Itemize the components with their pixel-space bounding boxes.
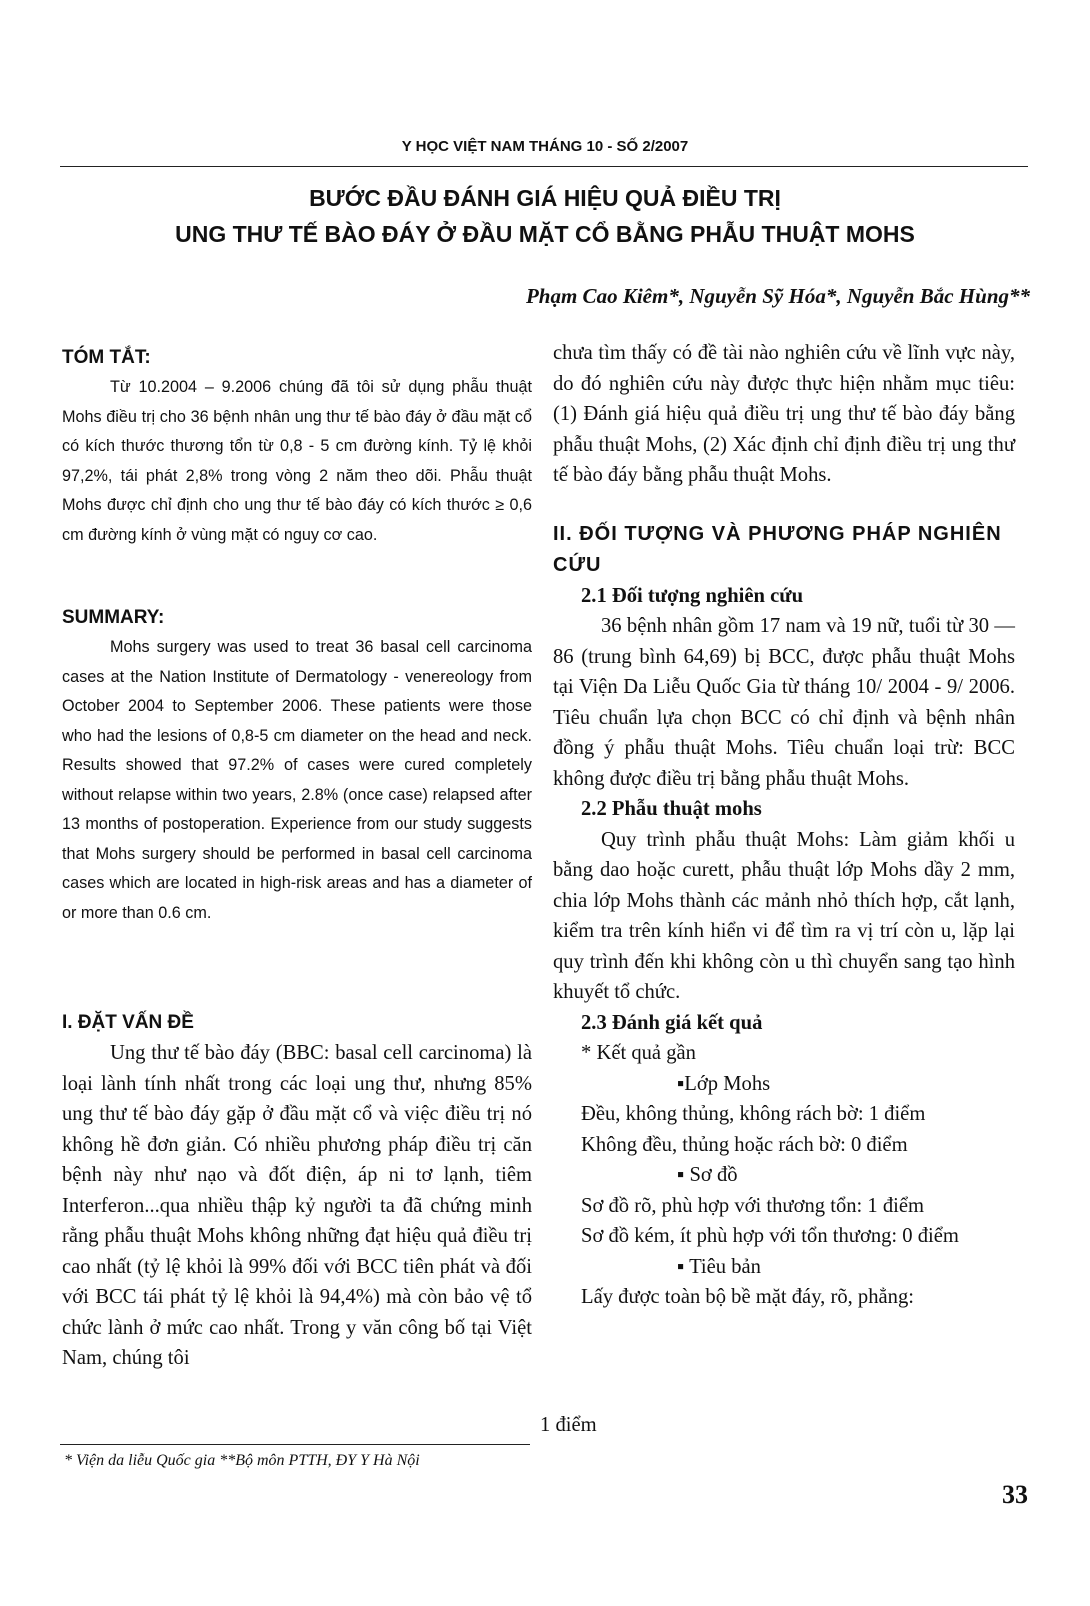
tom-tat-text: Từ 10.2004 – 9.2006 chúng đã tôi sử dụng phẫu thuật Mohs điều trị cho 36 bệnh nhân ung thư tế bào đáy ở đầu mặt cổ có kích thước thương tổn từ 0,8 - 5 cm đường kính. Tỷ lệ khỏi 97,2%, tái phát 2,8% trong vòng 2 năm theo dõi. Phẫu thuật Mohs được chỉ định cho ung thư tế bào đáy có kích thước ≥ 0,6 cm đường kính ở vùng mặt có nguy cơ cao. <box>62 378 532 544</box>
summary-section <box>62 605 532 928</box>
subsection-2-2-heading: 2.2 Phẫu thuật mohs <box>581 798 762 820</box>
footnote: * Viện da liễu Quốc gia **Bộ môn PTTH, ĐY Y Hà Nội <box>64 1452 420 1469</box>
summary-text: Mohs surgery was used to treat 36 basal cell carcinoma cases at the Nation Institute of Dermatology - venereology from October 2004 to September 2006. These patients were those who had the lesions of 0,8-5 cm diameter on the head and neck. Results showed that 97.2% of cases were cured completely without relapse within two years, 2.8% (once case) relapsed after 13 months of postoperation. Experience from our study suggests that Mohs surgery should be performed in basal cell carcinoma cases which are located in high-risk areas and has a diameter of or more than 0.6 cm. <box>62 638 532 922</box>
authors: Phạm Cao Kiêm*, Nguyễn Sỹ Hóa*, Nguyễn Bắc Hùng** <box>525 284 1030 308</box>
footnote-rule <box>60 1444 530 1445</box>
section-1-text: Ung thư tế bào đáy (BBC: basal cell carcinoma) là loại lành tính nhất trong các loại ung thư, nhưng 85% ung thư tế bào đáy gặp ở đầu mặt cổ và việc điều trị nó không hề đơn giản. Có nhiều phương pháp điều trị căn bệnh này như nạo và đốt điện, áp ni tơ lạnh, tiêm Interferon...qua nhiều thập kỷ người ta đã chứng minh rằng phẫu thuật Mohs không những đạt hiệu quả điều trị cao nhất (tỷ lệ khỏi là 99% đối với BCC tiên phát và đối với BCC tái phát tỷ lệ khỏi là 94,4%) mà còn bảo vệ tổ chức lành ở mức cao nhất. Trong y văn công bố tại Việt Nam, chúng tôi <box>62 1042 532 1369</box>
subsection-2-2-text: Quy trình phẫu thuật Mohs: Làm giảm khối u bằng dao hoặc curett, phẫu thuật lớp Mohs dầy 2 mm, chia lớp Mohs thành các mảnh nhỏ thích hợp, cắt lạnh, kiểm tra trên kính hiển vi để tìm ra vị trí còn u, lặp lại quy trình đến khi không còn u thì chuyển sang tạo hình khuyết tổ chức. <box>553 828 1015 1003</box>
bullet-mohs-layer: ▪Lớp Mohs <box>677 1072 771 1095</box>
tom-tat-heading: TÓM TẮT: <box>62 347 151 368</box>
diagram-score-1: Sơ đồ rõ, phù hợp với thương tổn: 1 điểm <box>581 1194 925 1217</box>
bullet-diagram: ▪ Sơ đồ <box>677 1164 738 1186</box>
subsection-2-1-text: 36 bệnh nhân gồm 17 nam và 19 nữ, tuổi từ 30 — 86 (trung bình 64,69) bị BCC, được phẫu thuật Mohs tại Viện Da Liễu Quốc Gia từ tháng 10/ 2004 - 9/ 2006. Tiêu chuẩn lựa chọn BCC có chỉ định và bệnh nhân đồng ý phẫu thuật Mohs. Tiêu chuẩn loại trừ: BCC không được điều trị bằng phẫu thuật Mohs. <box>553 615 1015 790</box>
header-rule <box>60 166 1028 167</box>
mohs-score-1: Đều, không thủng, không rách bờ: 1 điểm <box>581 1103 926 1125</box>
section-1 <box>62 1008 532 1374</box>
subsection-2-1-heading: 2.1 Đối tượng nghiên cứu <box>581 584 804 607</box>
tom-tat-section <box>62 345 532 550</box>
mohs-score-0: Không đều, thủng hoặc rách bờ: 0 điểm <box>581 1133 908 1156</box>
right-column <box>553 338 1015 1313</box>
title-line-1: BƯỚC ĐẦU ĐÁNH GIÁ HIỆU QUẢ ĐIỀU TRỊ <box>309 185 781 211</box>
diagram-score-0: Sơ đồ kém, ít phù hợp với tổn thương: 0 điểm <box>581 1225 959 1247</box>
result-near-label: * Kết quả gần <box>581 1042 696 1064</box>
slide-score-1-points: 1 điểm <box>540 1414 597 1436</box>
section-1-heading: I. ĐẶT VẤN ĐỀ <box>62 1012 194 1033</box>
journal-header: Y HỌC VIỆT NAM THÁNG 10 - SỐ 2/2007 <box>401 138 689 155</box>
title-line-2: UNG THƯ TẾ BÀO ĐÁY Ở ĐẦU MẶT CỔ BẰNG PHẪU THUẬT MOHS <box>175 221 915 247</box>
section-2-heading: II. ĐỐI TƯỢNG VÀ PHƯƠNG PHÁP NGHIÊN CỨU <box>553 522 1002 576</box>
intro-continuation: chưa tìm thấy có đề tài nào nghiên cứu về lĩnh vực này, do đó nghiên cứu này được thực hiện nhằm mục tiêu: (1) Đánh giá hiệu quả điều trị ung thư tế bào đáy bằng phẫu thuật Mohs, (2) Xác định chỉ định điều trị ung thư tế bào đáy bằng phẫu thuật Mohs. <box>553 342 1015 486</box>
page-number: 33 <box>1002 1480 1028 1509</box>
slide-score-1: Lấy được toàn bộ bề mặt đáy, rõ, phẳng: <box>581 1286 914 1308</box>
bullet-slide: ▪ Tiêu bản <box>677 1255 761 1278</box>
summary-heading: SUMMARY: <box>62 607 165 628</box>
subsection-2-3-heading: 2.3 Đánh giá kết quả <box>581 1011 763 1034</box>
article-title <box>0 180 1090 252</box>
